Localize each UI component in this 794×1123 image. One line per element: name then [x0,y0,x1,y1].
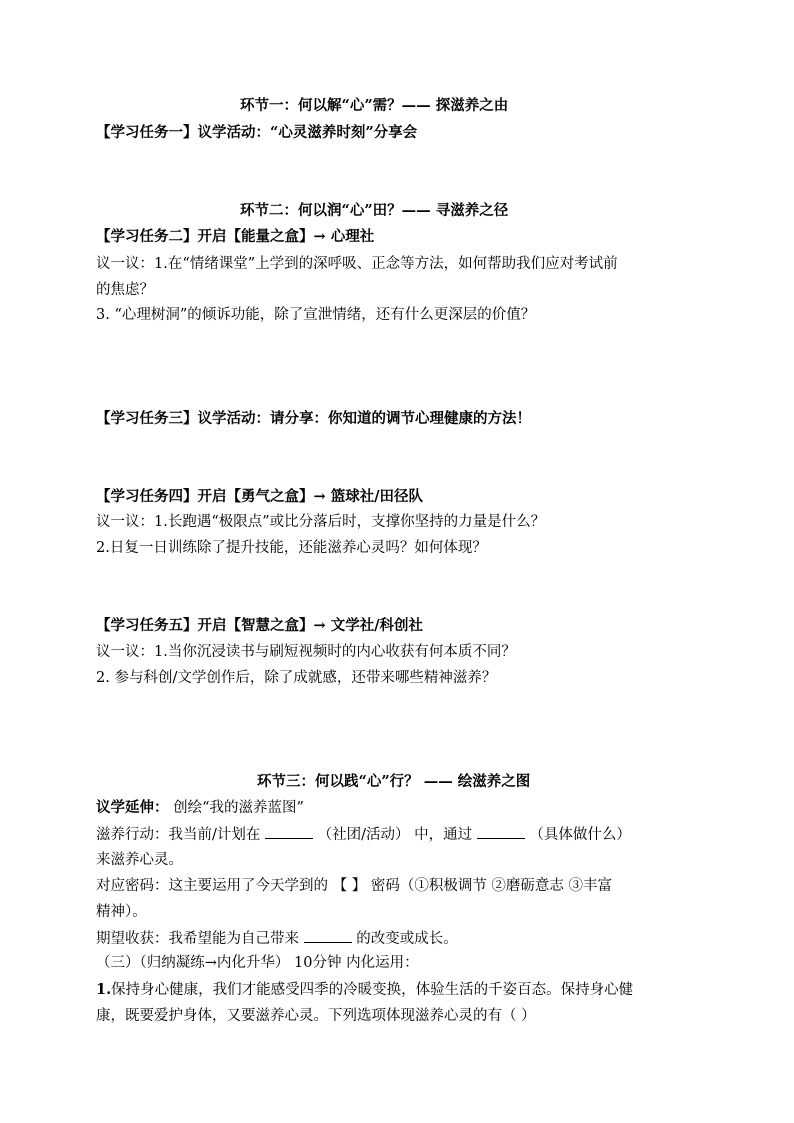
action-blank[interactable] [477,824,525,839]
task5-question1: 议一议：1.当你沉浸读书与刷短视频时的内心收获有何本质不同？ [96,644,516,660]
action-text-a: 滋养行动：我当前/计划在 [96,827,265,843]
section1-title: 环节一：何以解“心”需？—— 探滋养之由 [240,97,509,114]
club-blank[interactable] [265,824,313,839]
code-line-2: 精神）。 [96,904,147,920]
expect-line [96,928,458,949]
extension-text: 创绘“我的滋养蓝图” [168,800,304,816]
task4-question1: 议一议：1.长跑遇“极限点”或比分落后时，支撑你坚持的力量是什么？ [96,514,546,530]
task2-heading: 【学习任务二】开启【能量之盒】→ 心理社 [96,228,375,245]
task5-heading: 【学习任务五】开启【智慧之盒】→ 文学社/科创社 [96,617,423,634]
task3-heading: 【学习任务三】议学活动：请分享：你知道的调节心理健康的方法！ [96,410,531,427]
section3-title: 环节三：何以践“心”行？ —— 绘滋养之图 [257,773,531,790]
task4-heading: 【学习任务四】开启【勇气之盒】→ 篮球社/田径队 [96,488,423,505]
question1-number: 1. [96,981,112,998]
task2-question1-line2: 的焦虑？ [96,282,154,298]
action-line-2: 来滋养心灵。 [96,852,183,868]
expect-text-b: 的改变或成长。 [351,931,458,947]
question1-text: 保持身心健康，我们才能感受四季的冷暖变换，体验生活的千姿百态。保持身心健 [111,982,634,998]
task2-question1-line1: 议一议：1.在“情绪课堂”上学到的深呼吸、正念等方法，如何帮助我们应对考试前 [96,256,618,272]
expect-text-a: 期望收获：我希望能为自己带来 [96,931,304,947]
task1-heading: 【学习任务一】议学活动：“心灵滋养时刻”分享会 [96,124,418,141]
question1-line2: 康，既要爱护身体，又要滋养心灵。下列选项体现滋养心灵的有（ ） [96,1008,536,1024]
action-text-b: （社团/活动） 中，通过 [313,827,477,843]
extension-label: 议学延伸： [96,799,169,816]
code-line-1: 对应密码：这主要运用了今天学到的 【 】 密码（①积极调节 ②磨砺意志 ③丰富 [96,878,613,894]
expect-blank[interactable] [304,928,352,943]
action-text-c: （具体做什么） [524,827,631,843]
task5-question2: 2. 参与科创/文学创作后，除了成就感，还带来哪些精神滋养？ [96,670,497,686]
part3-heading: （三）（归纳凝练→内化升华） 10分钟 内化运用： [96,955,419,971]
section2-title: 环节二：何以润“心”田？—— 寻滋养之径 [240,202,509,219]
task2-question2: 3. “心理树洞”的倾诉功能，除了宣泄情绪，还有什么更深层的价值？ [96,307,536,323]
question1-line1 [96,980,633,1000]
extension-line [96,798,304,818]
task4-question2: 2.日复一日训练除了提升技能，还能滋养心灵吗？如何体现？ [96,540,487,556]
action-line [96,824,631,845]
